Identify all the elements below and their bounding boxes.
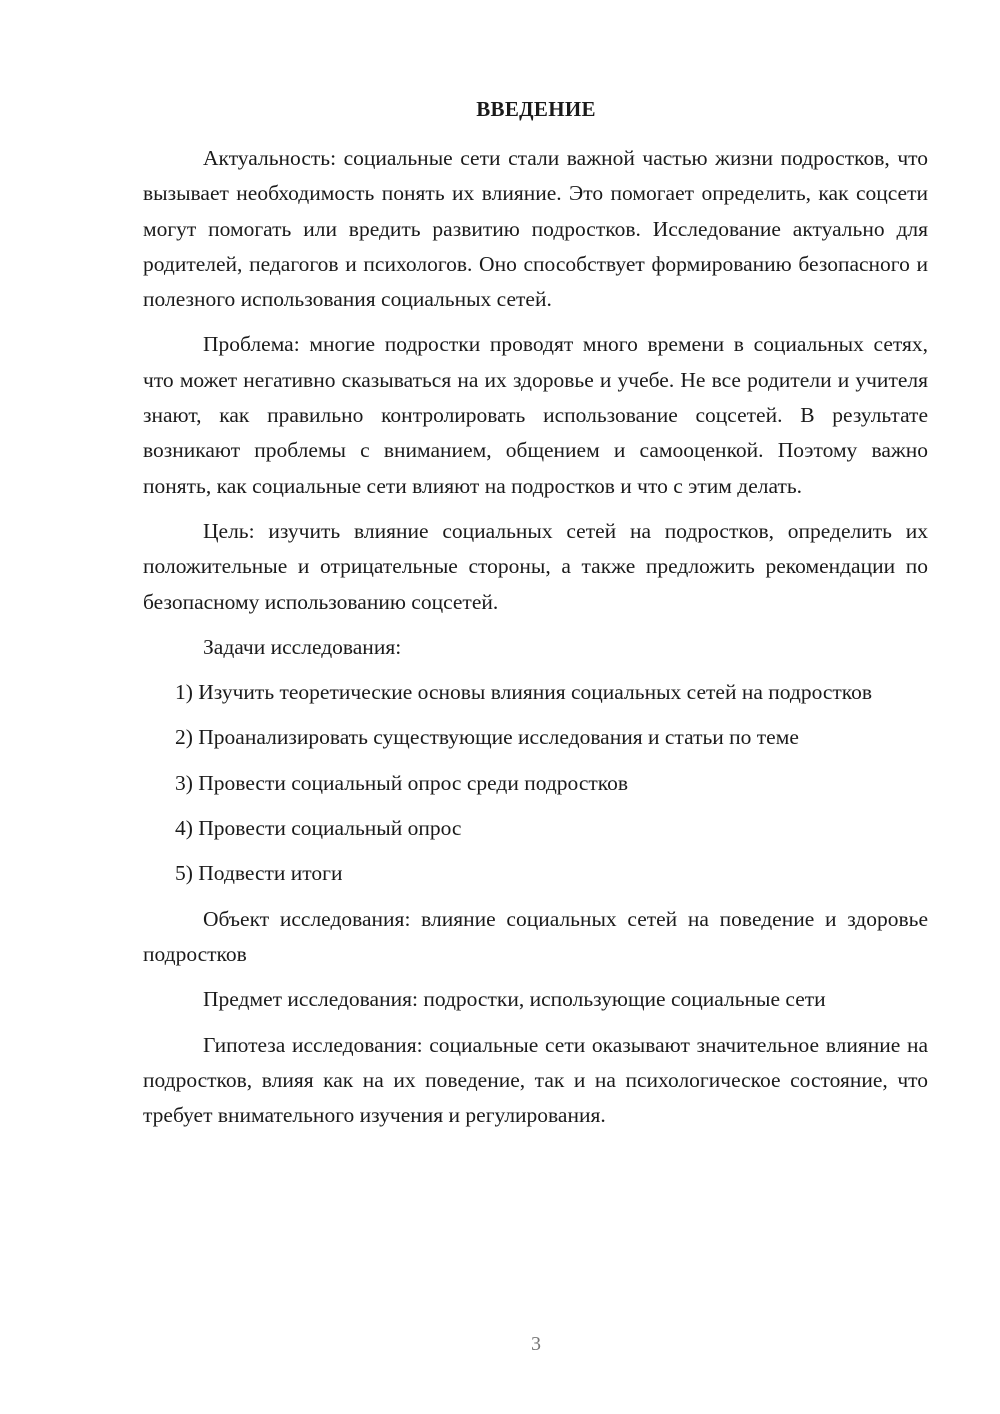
- task-item-3: 3) Провести социальный опрос среди подростков: [175, 770, 629, 795]
- page-title: ВВЕДЕНИЕ: [476, 97, 596, 121]
- task-item-1: 1) Изучить теоретические основы влияния социальных сетей на подростков: [175, 680, 873, 705]
- paragraph-relevance: Актуальность: социальные сети стали важной частью жизни подростков, что вызывает необходимость понять их влияние. Это помогает определить, как соцсети могут помогать или вредить развитию подростков. Исследование актуально для родителей, педагогов и психологов. Оно способствует формированию безопасного и полезного использования социальных сетей.: [143, 146, 928, 312]
- paragraph-object: Объект исследования: влияние социальных сетей на поведение и здоровье подростков: [143, 906, 928, 966]
- tasks-heading: Задачи исследования:: [203, 634, 402, 659]
- document-body: [143, 141, 928, 1143]
- page-number: 3: [531, 1333, 541, 1355]
- paragraph-problem: Проблема: многие подростки проводят много времени в социальных сетях, что может негативно сказываться на их здоровье и учебе. Не все родители и учителя знают, как правильно контролировать использование соцсетей. В результате возникают проблемы с вниманием, общением и самооценкой. Поэтому важно понять, как социальные сети влияют на подростков и что с этим делать.: [143, 332, 928, 498]
- task-item-2: 2) Проанализировать существующие исследования и статьи по теме: [175, 725, 799, 750]
- task-item-4: 4) Провести социальный опрос: [175, 816, 462, 841]
- task-item-5: 5) Подвести итоги: [175, 861, 343, 886]
- paragraph-subject: Предмет исследования: подростки, использующие социальные сети: [203, 987, 826, 1012]
- paragraph-goal: Цель: изучить влияние социальных сетей на подростков, определить их положительные и отрицательные стороны, а также предложить рекомендации по безопасному использованию соцсетей.: [143, 518, 928, 614]
- paragraph-hypothesis: Гипотеза исследования: социальные сети оказывают значительное влияние на подростков, влияя как на их поведение, так и на психологическое состояние, что требует внимательного изучения и регулирования.: [143, 1032, 928, 1128]
